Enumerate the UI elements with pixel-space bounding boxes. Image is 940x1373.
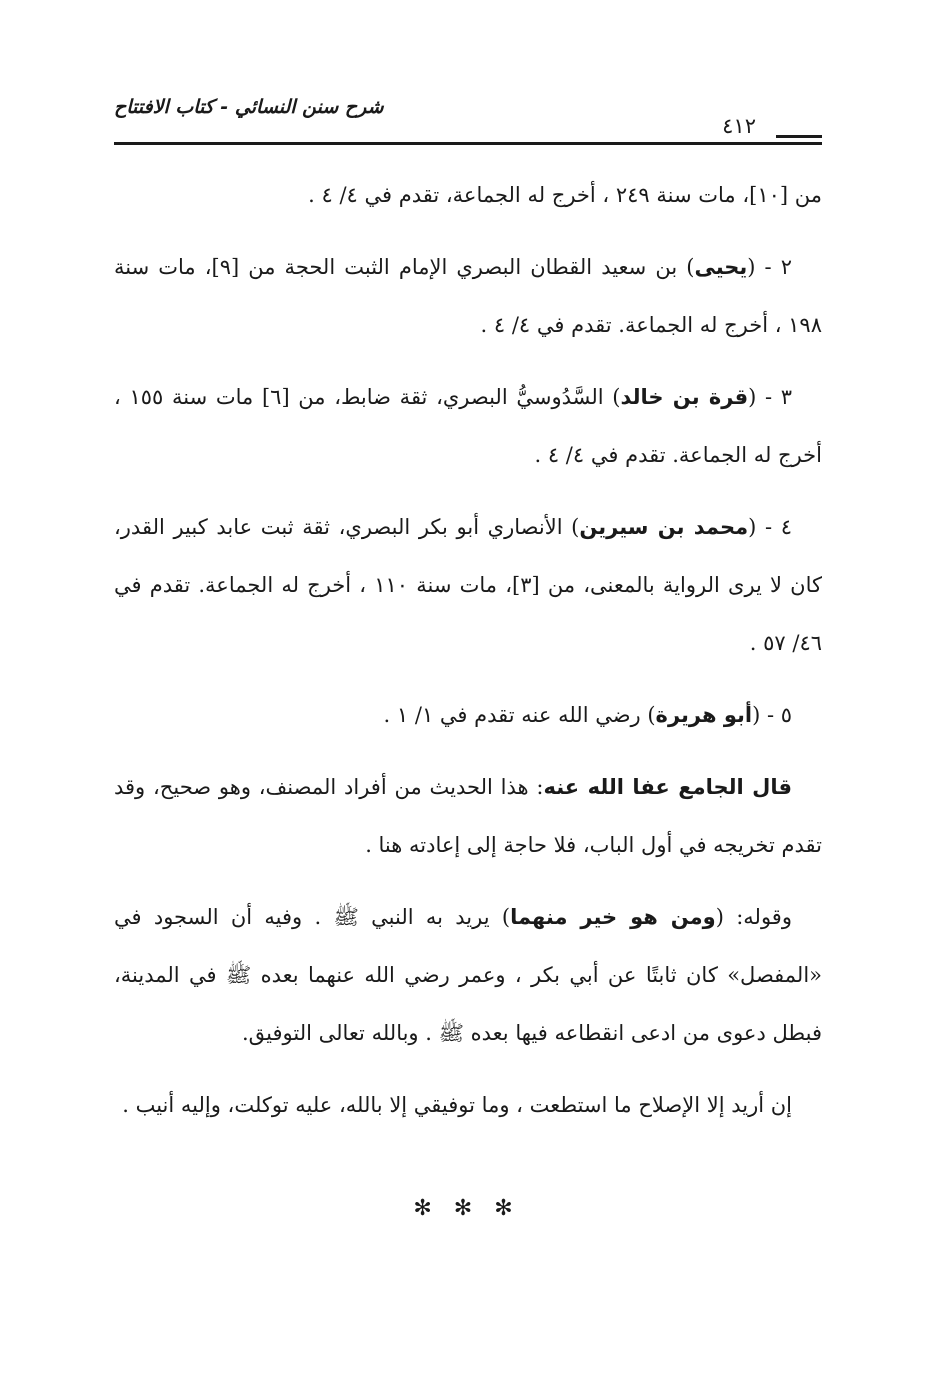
asterism-star-icon: ✻ (453, 1196, 487, 1221)
text-segment: : هذا الحديث من أفراد المصنف، وهو صحيح، وقد تقدم تخريجه في أول الباب، فلا حاجة إلى إعادته هنا . (114, 775, 822, 857)
text-segment: وقوله: ( (715, 905, 792, 929)
text-segment: ٤ - ( (748, 515, 793, 539)
paragraph-narrator-2 (114, 238, 822, 354)
page-number: ٤١٢ (722, 114, 756, 138)
text-segment: ٥ - ( (752, 703, 792, 727)
paragraph-narrator-3 (114, 368, 822, 484)
paragraph-narrator-1-tail (114, 166, 822, 224)
header-rule (114, 142, 822, 145)
text-segment: من [١٠]، مات سنة ٢٤٩ ، أخرج له الجماعة، تقدم في ٤/ ٤ . (308, 183, 822, 207)
text-segment: ) السَّدُوسيُّ البصري، ثقة ضابط، من [٦] مات سنة ١٥٥ ، أخرج له الجماعة. تقدم في ٤/ ٤ . (114, 385, 822, 467)
narrator-name: محمد بن سيرين (579, 515, 749, 539)
page-number-dash (776, 135, 822, 138)
compiler-heading: قال الجامع عفا الله عنه (543, 775, 792, 799)
text-segment: ) بن سعيد القطان البصري الإمام الثبت الحجة من [٩]، مات سنة ١٩٨ ، أخرج له الجماعة. تقدم في ٤/ ٤ . (114, 255, 822, 337)
text-segment: ٢ - ( (747, 255, 793, 279)
text-segment: إن أريد إلا الإصلاح ما استطعت ، وما توفيقي إلا بالله، عليه توكلت، وإليه أنيب . (122, 1093, 792, 1117)
running-header (114, 92, 822, 148)
paragraph-compiler-note (114, 758, 822, 874)
paragraph-commentary (114, 888, 822, 1062)
asterism-star-icon: ✻ (413, 1196, 446, 1221)
paragraph-closing (114, 1076, 822, 1134)
narrator-name: يحيى (694, 255, 748, 279)
text-segment: ٣ - ( (748, 385, 793, 409)
paragraph-narrator-5 (114, 686, 822, 744)
asterism-star-icon: ✻ (494, 1196, 527, 1221)
section-end-ornament (0, 1196, 940, 1221)
narrator-name: قرة بن خالد (620, 385, 749, 409)
text-segment: ) يريد به النبي ﷺ . وفيه أن السجود في «المفصل» كان ثابتًا عن أبي بكر ، وعمر رضي الله عنهما بعده ﷺ في المدينة، فبطل دعوى من ادعى انقطاعه فيها بعده ﷺ . وبالله تعالى التوفيق. (114, 905, 822, 1045)
text-segment: ) رضي الله عنه تقدم في ١/ ١ . (383, 703, 656, 727)
text-segment: ) الأنصاري أبو بكر البصري، ثقة ثبت عابد كبير القدر، كان لا يرى الرواية بالمعنى، من [٣]، مات سنة ١١٠ ، أخرج له الجماعة. تقدم في ٤٦/ ٥٧ . (114, 515, 823, 655)
narrator-name: أبو هريرة (655, 703, 753, 727)
body-text (114, 166, 822, 1148)
quoted-phrase: ومن هو خير منهما (510, 905, 716, 929)
paragraph-narrator-4 (114, 498, 822, 672)
header-title: شرح سنن النسائي - كتاب الافتتاح (114, 96, 384, 118)
